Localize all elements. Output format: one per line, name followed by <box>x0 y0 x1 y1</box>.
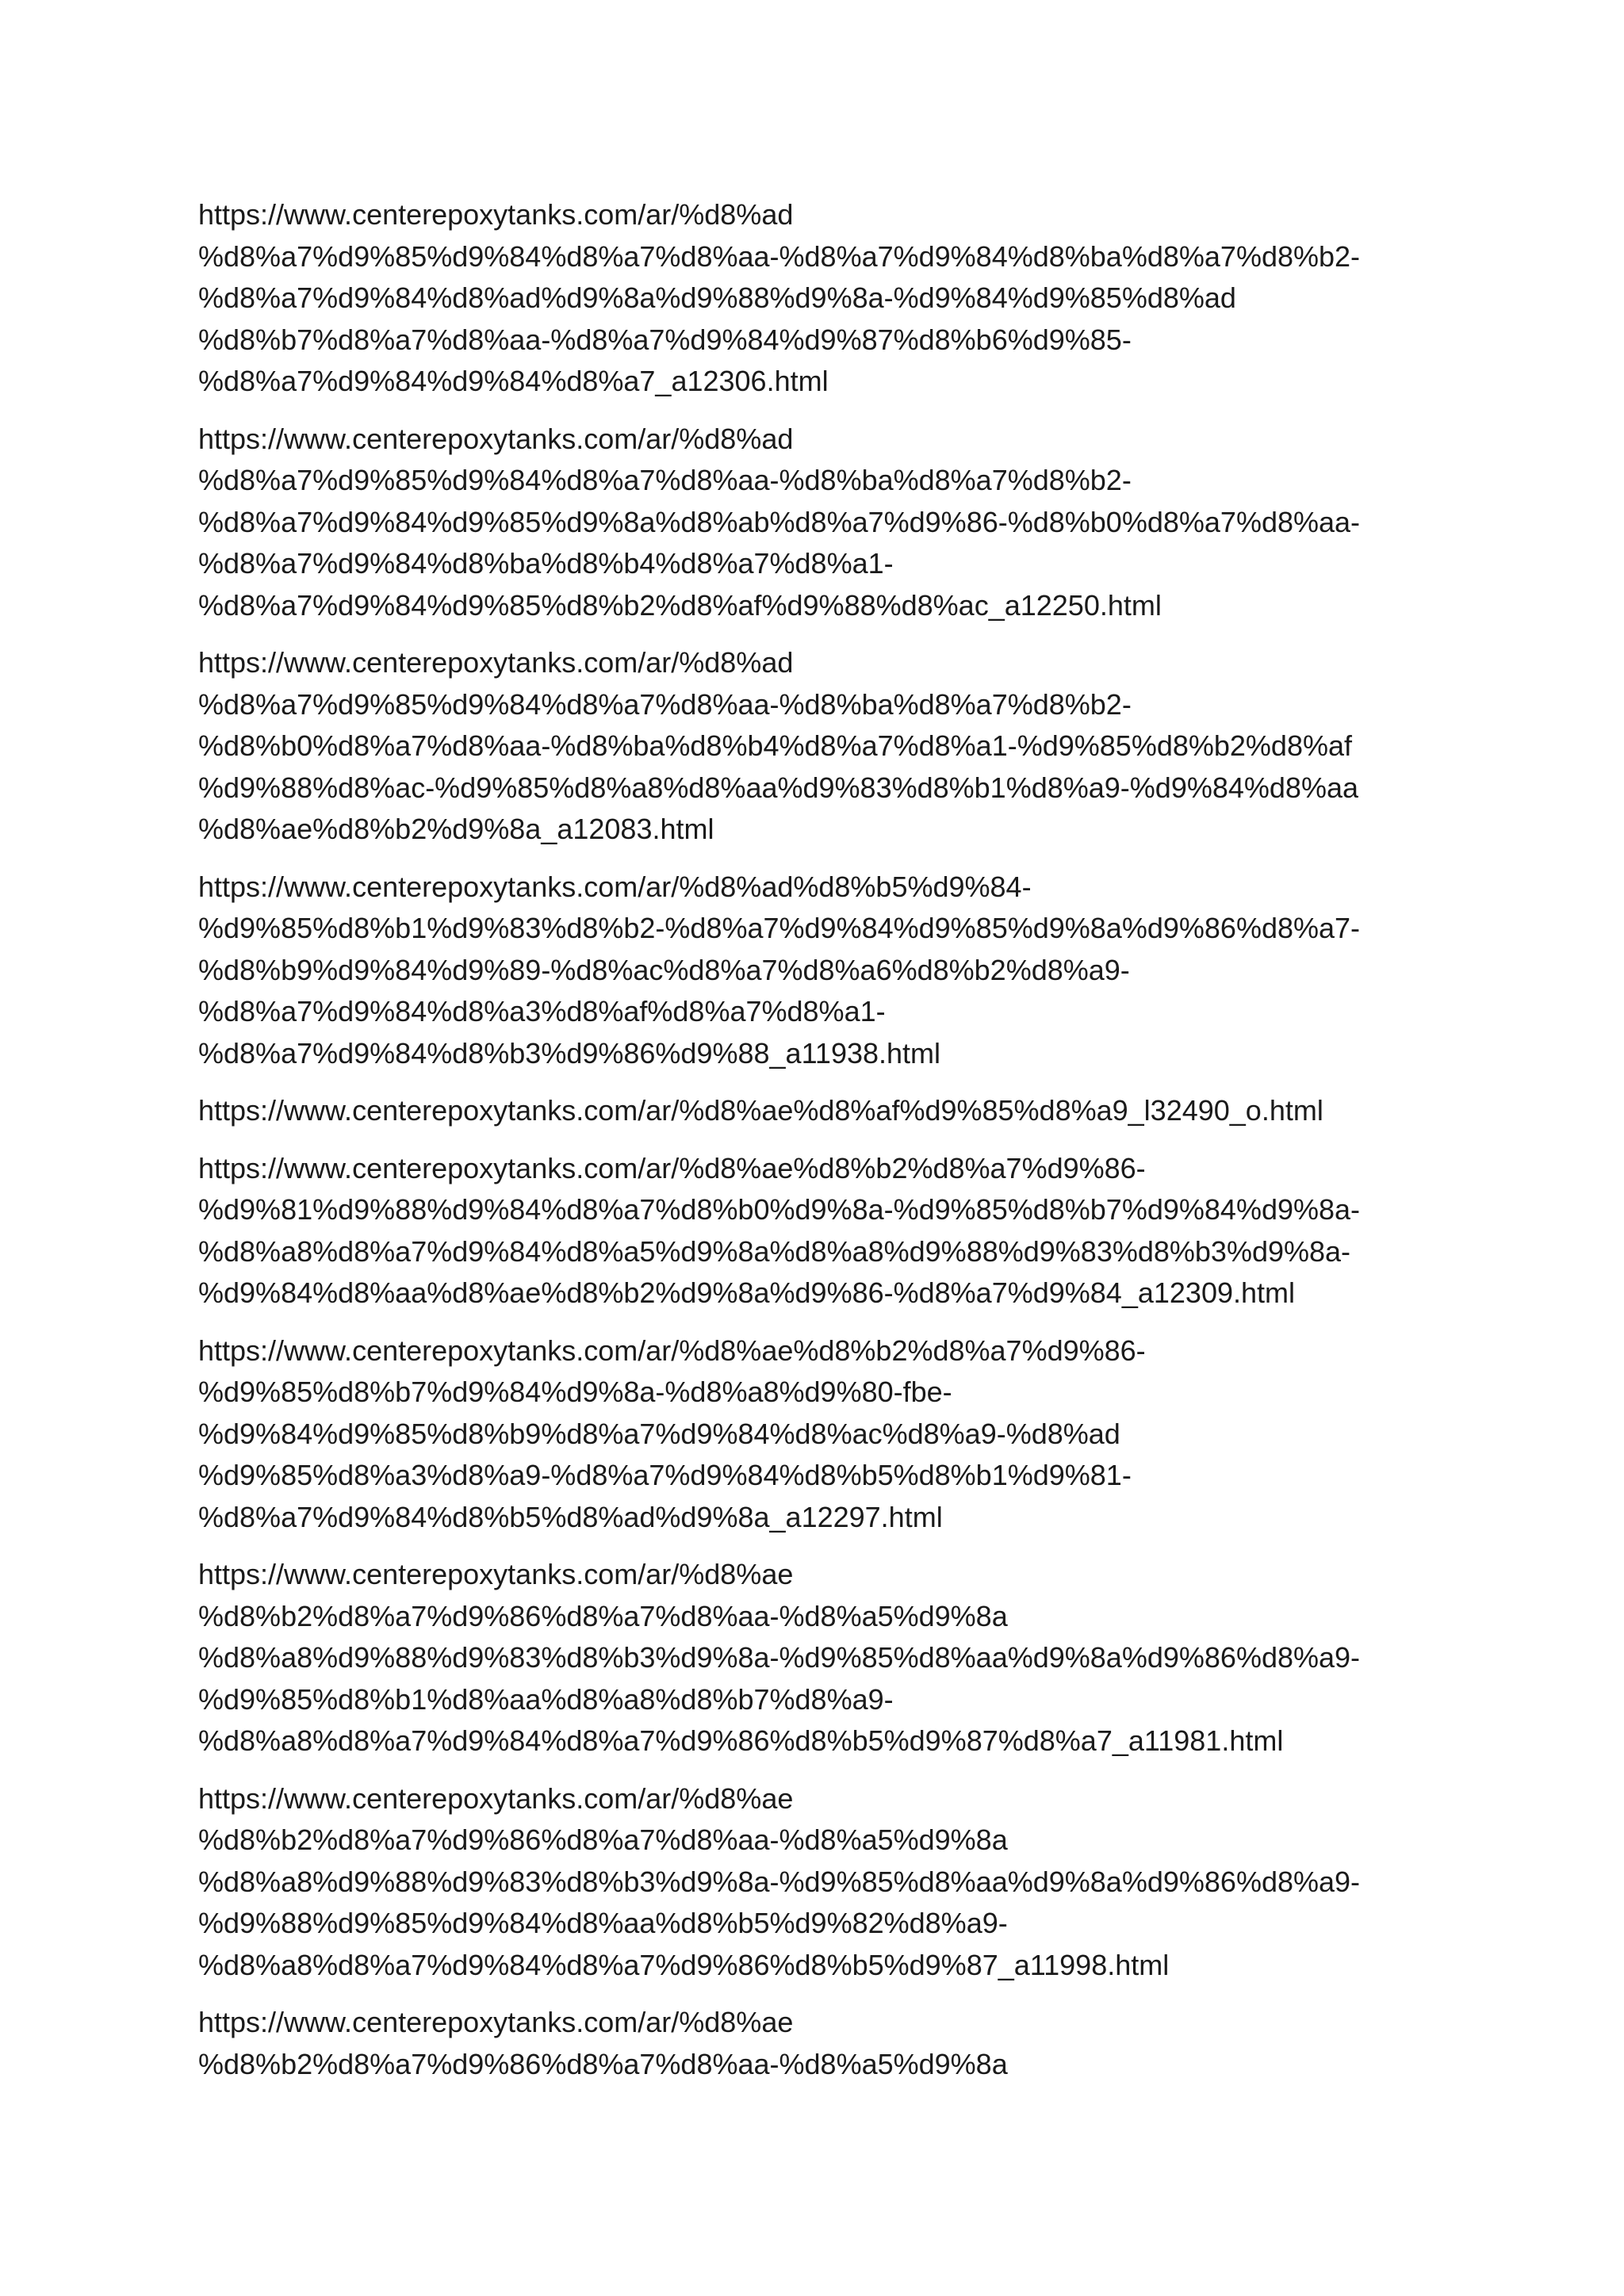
url-text-line: %d9%85%d8%b1%d9%83%d8%b2-%d8%a7%d9%84%d9%85%d9%8a%d9%86%d8%a7- <box>198 912 1361 944</box>
url-text-line: https://www.centerepoxytanks.com/ar/%d8%ae <box>198 1558 794 1590</box>
url-text-line: https://www.centerepoxytanks.com/ar/%d8%ae <box>198 1781 794 1815</box>
url-text-line: %d9%84%d8%aa%d8%ae%d8%b2%d9%8a%d9%86-%d8%a7%d9%84_a12309.html <box>198 1276 1295 1309</box>
url-text-line: %d8%ae%d8%b2%d9%8a_a12083.html <box>198 813 714 845</box>
url-entry <box>198 1554 1435 1762</box>
url-list <box>198 194 1435 2101</box>
url-text-line: https://www.centerepoxytanks.com/ar/%d8%ad <box>198 646 794 679</box>
url-entry <box>198 1148 1435 1314</box>
url-text-line: %d8%a7%d9%84%d8%b3%d9%86%d9%88_a11938.html <box>198 1036 941 1070</box>
url-text-line: https://www.centerepoxytanks.com/ar/%d8%ae%d8%b2%d8%a7%d9%86- <box>198 1334 1146 1367</box>
url-text-line: https://www.centerepoxytanks.com/ar/%d8%ae%d8%b2%d8%a7%d9%86- <box>198 1151 1146 1184</box>
url-text-line: %d8%a7%d9%84%d8%a3%d8%af%d8%a7%d8%a1- <box>198 995 886 1027</box>
url-text-line: %d9%85%d8%b1%d8%aa%d8%a8%d8%b7%d8%a9- <box>198 1682 894 1716</box>
url-text-line: %d8%a7%d9%85%d9%84%d8%a7%d8%aa-%d8%ba%d8%a7%d8%b2- <box>198 687 1132 721</box>
url-text-line: https://www.centerepoxytanks.com/ar/%d8%ae <box>198 2006 794 2038</box>
url-text-line: %d9%85%d8%b7%d9%84%d9%8a-%d8%a8%d9%80-fbe- <box>198 1376 952 1408</box>
url-text-line: %d8%b9%d9%84%d9%89-%d8%ac%d8%a7%d8%a6%d8%b2%d8%a9- <box>198 953 1130 986</box>
url-text-line: https://www.centerepoxytanks.com/ar/%d8%ae%d8%af%d9%85%d8%a9_l32490_o.html <box>198 1094 1323 1127</box>
url-text-line: %d8%a8%d8%a7%d9%84%d8%a7%d9%86%d8%b5%d9%87%d8%a7_a11981.html <box>198 1724 1284 1757</box>
url-text-line: %d9%84%d9%85%d8%b9%d8%a7%d9%84%d8%ac%d8%a9-%d8%ad <box>198 1417 1120 1450</box>
url-entry <box>198 1090 1435 1132</box>
url-text-line: %d8%b0%d8%a7%d8%aa-%d8%ba%d8%b4%d8%a7%d8%a1-%d9%85%d8%b2%d8%af <box>198 729 1353 762</box>
url-entry <box>198 2002 1435 2085</box>
url-text-line: %d8%a7%d9%84%d8%ad%d9%8a%d9%88%d9%8a-%d9%84%d9%85%d8%ad <box>198 281 1236 314</box>
url-text-line: %d8%a8%d9%88%d9%83%d8%b3%d9%8a-%d9%85%d8%aa%d9%8a%d9%86%d8%a9- <box>198 1641 1361 1674</box>
url-text-line: %d8%a7%d9%84%d9%85%d8%b2%d8%af%d9%88%d8%ac_a12250.html <box>198 588 1162 622</box>
url-text-line: %d8%a8%d8%a7%d9%84%d8%a5%d9%8a%d8%a8%d9%88%d9%83%d8%b3%d9%8a- <box>198 1234 1351 1268</box>
url-text-line: %d8%a7%d9%84%d8%b5%d8%ad%d9%8a_a12297.html <box>198 1500 943 1533</box>
url-text-line: %d8%a8%d8%a7%d9%84%d8%a7%d9%86%d8%b5%d9%87_a11998.html <box>198 1948 1170 1981</box>
url-text-line: %d8%b7%d8%a7%d8%aa-%d8%a7%d9%84%d9%87%d8%b6%d9%85- <box>198 323 1132 356</box>
url-text-line: %d8%a7%d9%85%d9%84%d8%a7%d8%aa-%d8%a7%d9%84%d8%ba%d8%a7%d8%b2- <box>198 239 1361 273</box>
url-text-line: %d8%b2%d8%a7%d9%86%d8%a7%d8%aa-%d8%a5%d9%8a <box>198 2047 1008 2080</box>
url-text-line: %d8%a7%d9%84%d8%ba%d8%b4%d8%a7%d8%a1- <box>198 547 894 580</box>
url-entry <box>198 1330 1435 1539</box>
url-entry <box>198 1778 1435 1987</box>
url-text-line: %d9%81%d9%88%d9%84%d8%a7%d8%b0%d9%8a-%d9%85%d8%b7%d9%84%d9%8a- <box>198 1193 1361 1226</box>
url-text-line: https://www.centerepoxytanks.com/ar/%d8%ad <box>198 422 794 455</box>
url-text-line: %d8%a7%d9%84%d9%85%d9%8a%d8%ab%d8%a7%d9%86-%d8%b0%d8%a7%d8%aa- <box>198 505 1361 538</box>
url-entry <box>198 194 1435 403</box>
url-text-line: %d8%a8%d9%88%d9%83%d8%b3%d9%8a-%d9%85%d8%aa%d9%8a%d9%86%d8%a9- <box>198 1865 1361 1898</box>
url-text-line: %d9%85%d8%a3%d8%a9-%d8%a7%d9%84%d8%b5%d8%b1%d9%81- <box>198 1459 1132 1491</box>
url-text-line: %d8%b2%d8%a7%d9%86%d8%a7%d8%aa-%d8%a5%d9%8a <box>198 1823 1008 1856</box>
url-entry <box>198 419 1435 627</box>
url-entry <box>198 867 1435 1075</box>
url-text-line: %d9%88%d9%85%d9%84%d8%aa%d8%b5%d9%82%d8%a9- <box>198 1907 1008 1939</box>
url-text-line: %d9%88%d8%ac-%d9%85%d8%a8%d8%aa%d9%83%d8%b1%d8%a9-%d9%84%d8%aa <box>198 771 1359 804</box>
url-text-line: https://www.centerepoxytanks.com/ar/%d8%ad%d8%b5%d9%84- <box>198 870 1032 903</box>
url-text-line: %d8%b2%d8%a7%d9%86%d8%a7%d8%aa-%d8%a5%d9%8a <box>198 1599 1008 1632</box>
url-text-line: https://www.centerepoxytanks.com/ar/%d8%ad <box>198 198 794 231</box>
url-entry <box>198 642 1435 851</box>
url-text-line: %d8%a7%d9%84%d9%84%d8%a7_a12306.html <box>198 365 829 397</box>
url-text-line: %d8%a7%d9%85%d9%84%d8%a7%d8%aa-%d8%ba%d8%a7%d8%b2- <box>198 464 1132 496</box>
